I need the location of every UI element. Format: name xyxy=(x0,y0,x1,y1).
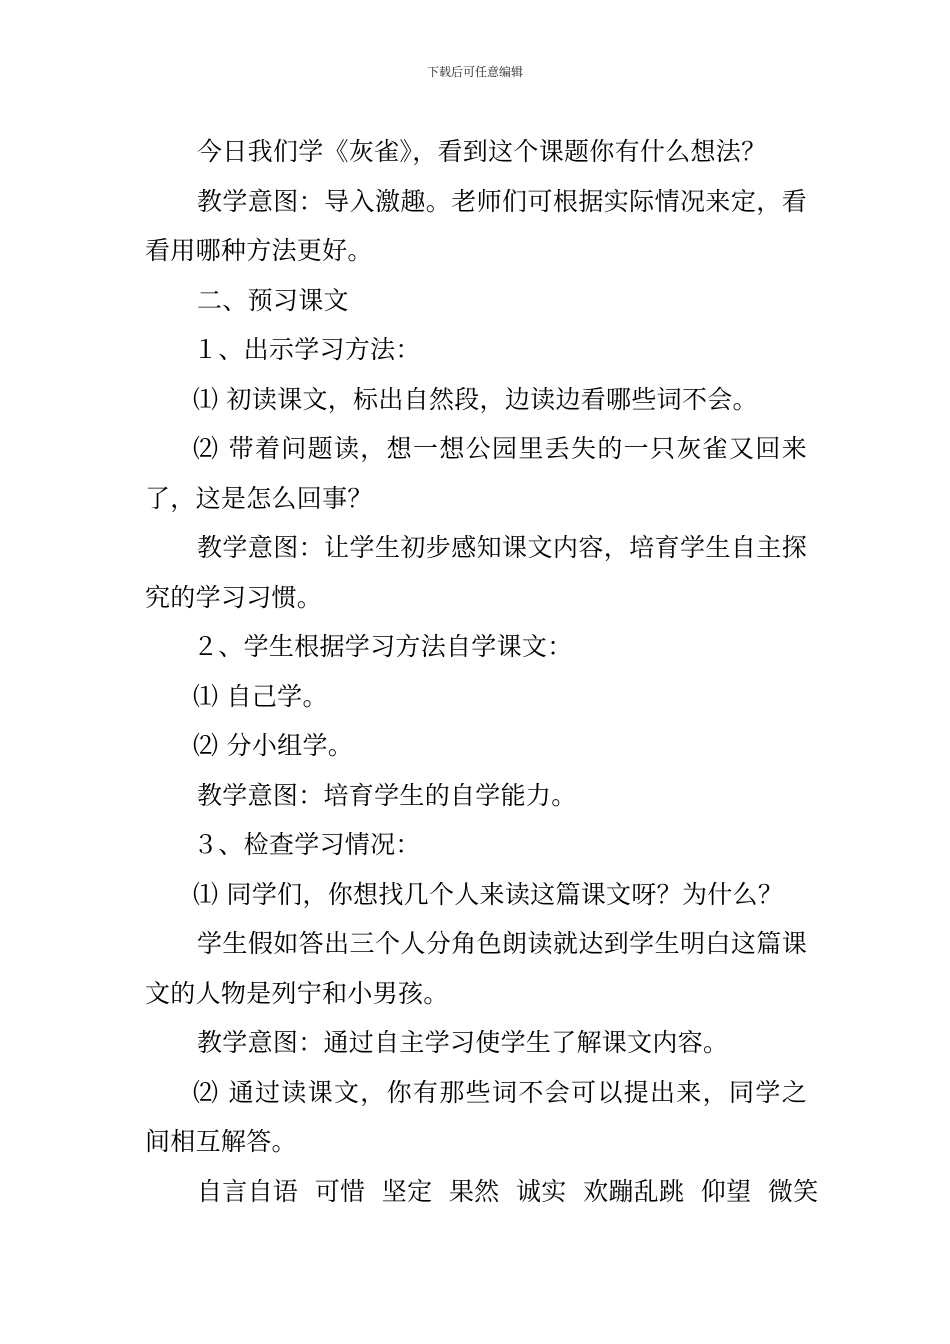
vocabulary-list: 自言自语 可惜 坚定 果然 诚实 欢蹦乱跳 仰望 微笑 xyxy=(197,1176,819,1206)
step-3-heading: ３、检查学习情况： xyxy=(193,830,421,859)
step-2-item-1: ⑴ 自己学。 xyxy=(193,681,328,711)
paragraph-teaching-intent-1: 教学意图：导入激趣。老师们可根据实际情况来定，看看用哪种方法更好。 xyxy=(145,186,807,265)
paragraph-teaching-intent-3: 教学意图：培育学生的自学能力。 xyxy=(197,780,577,810)
paragraph-teaching-intent-4: 教学意图：通过自主学习使学生了解课文内容。 xyxy=(197,1028,729,1057)
step-1-heading: １、出示学习方法： xyxy=(193,335,421,364)
step-3-item-1: ⑴ 同学们，你想找几个人来读这篇课文呀？为什么？ xyxy=(193,879,784,909)
page-header-note: 下载后可任意编辑 xyxy=(426,65,523,79)
step-2-item-2: ⑵ 分小组学。 xyxy=(193,731,354,760)
step-2-heading: ２、学生根据学习方法自学课文： xyxy=(193,632,573,661)
step-3-item-2: ⑵ 通过读课文，你有那些词不会可以提出来，同学之间相互解答。 xyxy=(145,1077,807,1156)
section-heading-preview: 二、预习课文 xyxy=(197,285,349,315)
step-1-item-2: ⑵ 带着问题读，想一想公园里丢失的一只灰雀又回来了，这是怎么回事？ xyxy=(145,434,807,513)
step-1-item-1: ⑴ 初读课文，标出自然段，边读边看哪些词不会。 xyxy=(193,384,758,414)
paragraph-teaching-intent-2: 教学意图：让学生初步感知课文内容，培育学生自主探究的学习习惯。 xyxy=(145,533,807,612)
paragraph-intro-question: 今日我们学《灰雀》，看到这个课题你有什么想法？ xyxy=(197,137,767,166)
paragraph-student-answer: 学生假如答出三个人分角色朗读就达到学生明白这篇课文的人物是列宁和小男孩。 xyxy=(145,929,807,1008)
document-body xyxy=(145,127,819,1216)
